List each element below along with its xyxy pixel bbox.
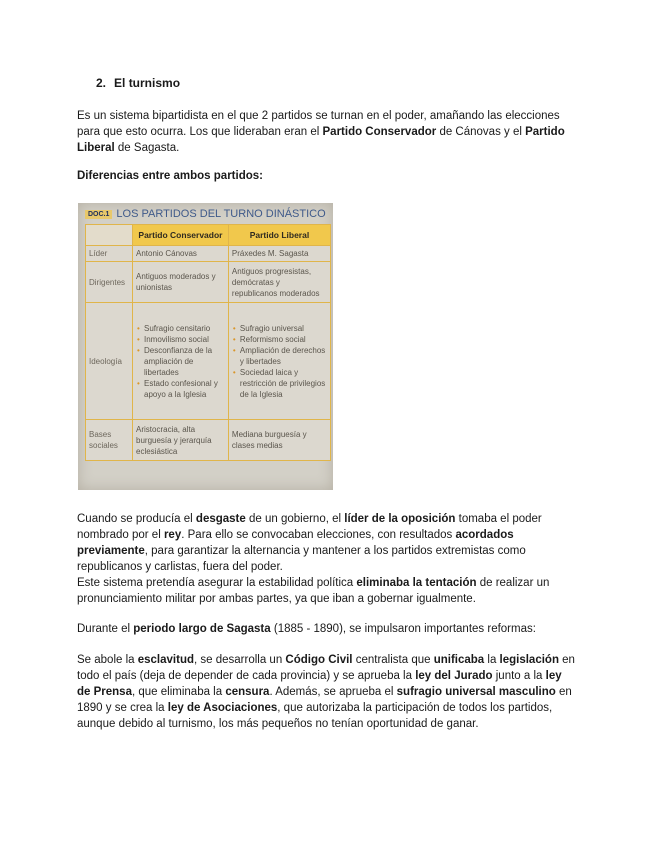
table-cell: [133, 303, 229, 420]
doc-title: [85, 208, 326, 220]
text-run: Durante el: [77, 623, 134, 635]
text-run: Se abole la: [77, 654, 138, 666]
row-label: Líder: [86, 246, 133, 262]
table-cell: Mediana burguesía y clases medias: [228, 420, 330, 461]
text-run: centralista que: [352, 654, 434, 666]
bold-term: ley de Prensa: [77, 670, 562, 698]
ideology-list-liberal: [232, 323, 327, 400]
bold-term: acordados previamente: [77, 529, 514, 557]
table-header-row: [86, 225, 331, 246]
header-blank-cell: [86, 225, 133, 246]
paragraph-desgaste: [77, 511, 577, 575]
header-conservador: Partido Conservador: [133, 225, 229, 246]
table-cell: Antiguos progresistas, demócratas y republicanos moderados: [228, 262, 330, 303]
table-row: [86, 420, 331, 461]
text-run: Es un sistema bipartidista en el que 2 partidos se turnan en el poder, amañando las elecciones para que esto ocurra. Los que lideraban eran el: [77, 110, 560, 138]
bold-term: desgaste: [195, 513, 246, 525]
doc-tag: DOC.1: [85, 210, 112, 219]
row-label: Dirigentes: [86, 262, 133, 303]
text-run: en 1890 y se crea la: [77, 686, 572, 714]
text-run: Este sistema pretendía asegurar la estabilidad política: [77, 577, 357, 589]
section-heading: [96, 76, 180, 90]
differences-heading: Diferencias entre ambos partidos:: [77, 170, 263, 182]
text-run: de Cánovas y el: [436, 126, 526, 138]
bold-term: periodo largo de Sagasta: [133, 623, 271, 635]
table-row: [86, 262, 331, 303]
intro-paragraph: [77, 108, 577, 156]
bold-term: legislación: [499, 654, 559, 666]
bold-term: rey: [163, 529, 182, 541]
list-item: • Sociedad laica y restricción de privilegios de la Iglesia: [240, 367, 327, 400]
text-run: , para garantizar la alternancia y mantener a los partidos extremistas como republicanos y carlistas, fuera del poder.: [77, 545, 526, 573]
text-run: en todo el país (deja de depender de cada provincia) y se aprueba la: [77, 654, 575, 682]
text-run: , que eliminaba la: [131, 686, 226, 698]
bold-term: censura: [225, 686, 270, 698]
bold-term: Código Civil: [285, 654, 353, 666]
bold-term: eliminaba la tentación: [356, 577, 477, 589]
bold-term: ley del Jurado: [415, 670, 493, 682]
list-item: • Desconfianza de la ampliación de libertades: [144, 345, 225, 378]
table-photo: [78, 203, 333, 490]
text-run: (1885 - 1890), se impulsaron importantes reformas:: [270, 623, 536, 635]
paragraph-sagasta: [77, 621, 577, 637]
header-liberal: Partido Liberal: [228, 225, 330, 246]
bold-term: Partido Conservador: [322, 126, 437, 138]
table-cell: Antonio Cánovas: [133, 246, 229, 262]
text-run: . Además, se aprueba el: [269, 686, 397, 698]
paragraph-reformas: [77, 652, 577, 732]
bold-term: sufragio universal masculino: [396, 686, 556, 698]
list-item: • Sufragio censitario: [144, 323, 225, 334]
bold-term: líder de la oposición: [344, 513, 456, 525]
bold-term: ley de Asociaciones: [167, 702, 278, 714]
text-run: tomaba el poder nombrado por el: [77, 513, 542, 541]
bold-term: Partido Liberal: [77, 126, 565, 154]
text-run: junto a la: [492, 670, 546, 682]
text-run: , se desarrolla un: [194, 654, 286, 666]
paragraph-estabilidad: [77, 575, 577, 607]
text-run: de Sagasta.: [114, 142, 180, 154]
section-title: El turnismo: [114, 76, 181, 90]
row-label: Ideología: [86, 303, 133, 420]
table-cell: Antiguos moderados y unionistas: [133, 262, 229, 303]
table-cell: Práxedes M. Sagasta: [228, 246, 330, 262]
bold-term: esclavitud: [137, 654, 194, 666]
list-item: • Sufragio universal: [240, 323, 327, 334]
doc-title-text: LOS PARTIDOS DEL TURNO DINÁSTICO: [116, 208, 326, 220]
text-run: de un gobierno, el: [245, 513, 345, 525]
parties-table: [85, 224, 331, 461]
text-run: Cuando se producía el: [77, 513, 196, 525]
ideology-list-conservador: [136, 323, 225, 400]
list-item: • Inmovilismo social: [144, 334, 225, 345]
bold-term: unificaba: [433, 654, 485, 666]
row-label: Bases sociales: [86, 420, 133, 461]
list-item: • Reformismo social: [240, 334, 327, 345]
text-run: . Para ello se convocaban elecciones, con resultados: [181, 529, 456, 541]
table-cell: [228, 303, 330, 420]
text-run: la: [484, 654, 500, 666]
section-number: 2.: [96, 76, 107, 90]
table-row: [86, 303, 331, 420]
list-item: • Estado confesional y apoyo a la Iglesia: [144, 378, 225, 400]
table-row: [86, 246, 331, 262]
table-cell: Aristocracia, alta burguesía y jerarquía eclesiástica: [133, 420, 229, 461]
text-run: de realizar un pronunciamiento militar por ambas partes, ya que iban a gobernar igualmente.: [77, 577, 550, 605]
list-item: • Ampliación de derechos y libertades: [240, 345, 327, 367]
text-run: , que autorizaba la participación de todos los partidos, aunque debido al turnismo, los más pequeños no tenían oportunidad de ganar.: [77, 702, 553, 730]
